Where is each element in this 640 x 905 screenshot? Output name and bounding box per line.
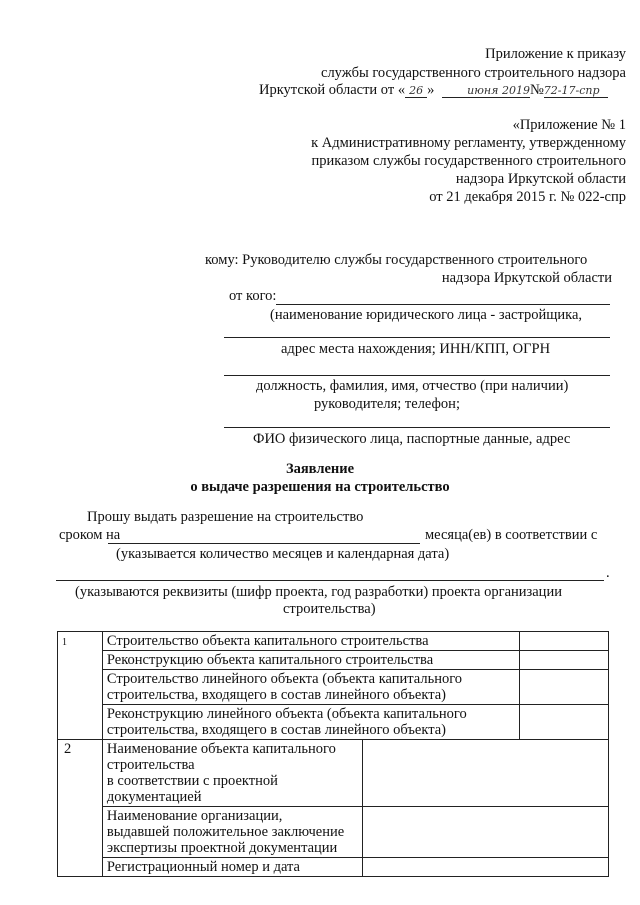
field-label: в соответствии с проектной <box>106 773 278 789</box>
term-suffix: месяца(ев) в соответствии с <box>425 527 598 543</box>
option-cell <box>102 632 519 651</box>
appendix-line-1: Приложение к приказу <box>485 46 626 62</box>
document-title: Заявление <box>285 461 355 477</box>
table-row <box>58 740 609 807</box>
handwritten-day: 26 <box>405 84 427 98</box>
row-number-cell <box>58 740 103 877</box>
table-row <box>58 858 609 877</box>
appendix-date-close: » <box>427 82 435 98</box>
from-label: от кого: <box>229 288 277 304</box>
row-number-1: 1 <box>62 637 67 648</box>
term-field-line[interactable] <box>108 543 420 544</box>
option-label: строительства, входящего в состав линейного объекта) <box>106 687 446 703</box>
requisites-hint-1: (указываются реквизиты (шифр проекта, год разработки) проекта организации <box>75 584 562 600</box>
option-mark-cell[interactable] <box>520 651 609 670</box>
table-row <box>58 632 609 651</box>
option-cell <box>102 705 519 740</box>
option-cell <box>102 670 519 705</box>
reglament-line-1: «Приложение № 1 <box>512 117 626 133</box>
from-hint-1: (наименование юридического лица - застройщика, <box>270 307 583 323</box>
option-mark-cell[interactable] <box>520 705 609 740</box>
applicant-field-line-4[interactable] <box>224 427 610 428</box>
option-label: Строительство объекта капитального строительства <box>106 633 429 649</box>
applicant-field-line-3[interactable] <box>224 375 610 376</box>
from-hint-3a: должность, фамилия, имя, отчество (при наличии) <box>256 378 569 394</box>
row-number-2: 2 <box>64 741 72 757</box>
request-text: Прошу выдать разрешение на строительство <box>87 509 364 525</box>
requisites-hint-2: строительства) <box>283 601 376 617</box>
field-label-cell <box>102 858 362 877</box>
from-field-line[interactable] <box>276 304 610 305</box>
option-cell <box>102 651 519 670</box>
field-value-cell[interactable] <box>362 858 608 877</box>
handwritten-number: 72-17-спр <box>544 84 608 98</box>
field-label: Регистрационный номер и дата <box>106 859 300 875</box>
from-hint-4: ФИО физического лица, паспортные данные, адрес <box>253 431 571 447</box>
term-hint: (указывается количество месяцев и календарная дата) <box>116 546 450 562</box>
addressee-line-1: кому: Руководителю службы государственного строительного <box>205 252 588 268</box>
option-mark-cell[interactable] <box>520 670 609 705</box>
appendix-line-2: службы государственного строительного надзора <box>321 65 626 81</box>
row-number-cell <box>58 632 103 740</box>
applicant-field-line-2[interactable] <box>224 337 610 338</box>
field-label: строительства <box>106 757 195 773</box>
handwritten-month: июня 2019 <box>442 84 530 98</box>
appendix-date-prefix: Иркутской области от « <box>259 82 406 98</box>
field-label-cell <box>102 807 362 858</box>
requisites-dot: . <box>606 565 610 581</box>
field-label: экспертизы проектной документации <box>106 840 338 856</box>
field-label: документацией <box>106 789 202 805</box>
document-subtitle: о выдаче разрешения на строительство <box>190 479 450 495</box>
from-hint-3b: руководителя; телефон; <box>314 396 460 412</box>
application-table <box>57 631 609 877</box>
reglament-line-4: надзора Иркутской области <box>455 171 626 187</box>
appendix-line-3 <box>259 82 608 99</box>
table-row <box>58 807 609 858</box>
field-label-cell <box>102 740 362 807</box>
field-label: Наименование объекта капитального <box>106 741 336 757</box>
field-value-cell[interactable] <box>362 807 608 858</box>
option-mark-cell[interactable] <box>520 632 609 651</box>
option-label: Строительство линейного объекта (объекта капитального <box>106 671 463 687</box>
option-label: строительства, входящего в состав линейного объекта) <box>106 722 446 738</box>
reglament-line-5: от 21 декабря 2015 г. № 022-спр <box>429 189 626 205</box>
requisites-field-line[interactable] <box>56 580 604 581</box>
field-label: Наименование организации, <box>106 808 283 824</box>
table-row <box>58 705 609 740</box>
field-label: выдавшей положительное заключение <box>106 824 345 840</box>
number-sign: № <box>529 82 544 98</box>
option-label: Реконструкцию объекта капитального строительства <box>106 652 434 668</box>
addressee-line-2: надзора Иркутской области <box>441 270 612 286</box>
field-value-cell[interactable] <box>362 740 608 807</box>
term-prefix: сроком на <box>59 527 121 543</box>
reglament-line-2: к Административному регламенту, утвержденному <box>311 135 626 151</box>
option-label: Реконструкцию линейного объекта (объекта капитального <box>106 706 467 722</box>
table-row <box>58 670 609 705</box>
table-row <box>58 651 609 670</box>
from-hint-2: адрес места нахождения; ИНН/КПП, ОГРН <box>281 341 551 357</box>
reglament-line-3: приказом службы государственного строительного <box>311 153 626 169</box>
